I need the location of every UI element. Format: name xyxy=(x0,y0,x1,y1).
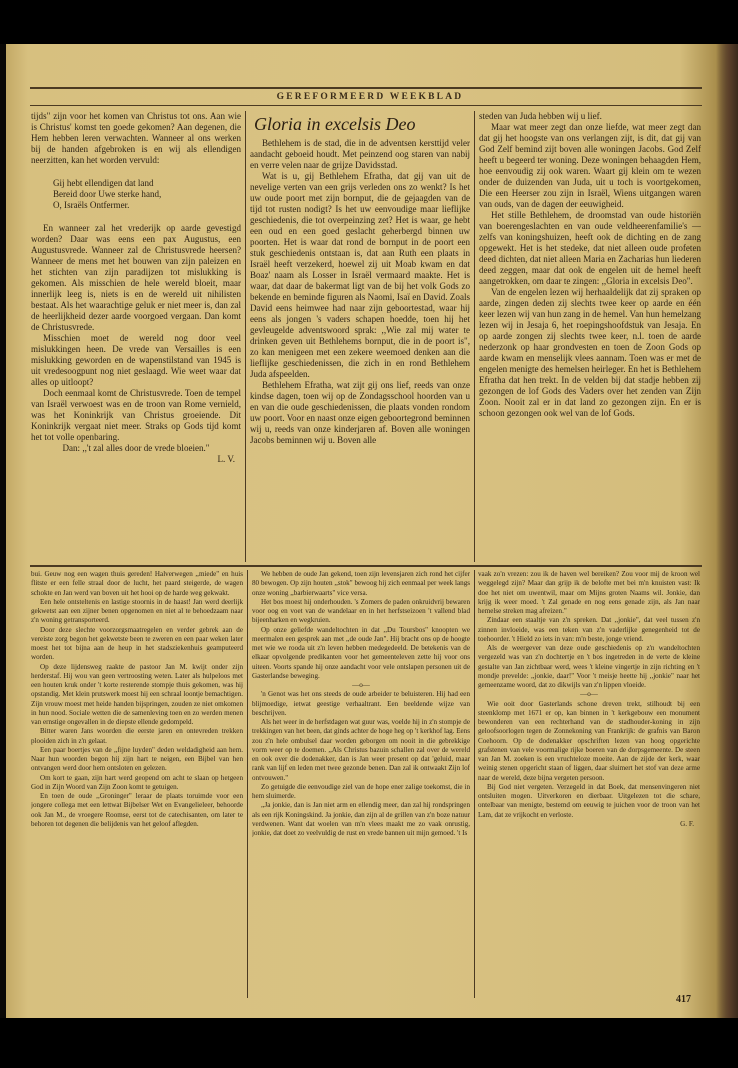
paragraph: tijds" zijn voor het komen van Christus tot ons. Aan wie is Christus' komst ten goede gekomen? Aan degenen, die Hem hebben leren verwachten. Wanneer al ons werken bij de handen afgebroken is en wij als ellendigen neerzitten, kan het worden vervuld: xyxy=(31,111,241,165)
paragraph: Bitter waren Jans woorden die eerste jaren en ontevreden trekken plooiden zich in z'n gelaat. xyxy=(31,727,243,745)
paragraph: Dan: ,,'t zal alles door de vrede bloeien." xyxy=(62,443,210,453)
page-number: 417 xyxy=(676,994,691,1005)
paragraph: Bethlehem is de stad, die in de adventsen kersttijd veler aandacht geboeid houdt. Met peinzend oog staren van nabij en verre velen naar de grijze Davidsstad. xyxy=(250,138,470,170)
author-initials: G. F. xyxy=(680,819,694,828)
section-divider xyxy=(30,565,702,567)
author-initials: L. V. xyxy=(217,454,235,464)
column-divider xyxy=(245,111,246,562)
column-1-top xyxy=(31,111,241,561)
paragraph: Het stille Bethlehem, de droomstad van oude historiën van boerengeslachten en van oude veldheerenfamilie's — zelfs van koningshuizen, heeft ook de dichting en de zang opgewekt. Het is het stedeke, dat niet alleen oude profeten deed dichten, dat niet alleen Maria en Zacharias hun liederen deed zeggen, maar dat ook de engelen uit de hemel heeft aangetrokken, om daar te zingen: ,,Gloria in excelsis Deo". xyxy=(479,210,701,286)
paragraph: Als de weergever van deze oude geschiedenis op z'n wandeltochten vergezeld was van z'n dochtertje en 't bos ingetreden in de verte de kleine gestalte van Jan zichtbaar werd, wees 't kleine vingertje in zijn richting en 't mondje prevelde: ,,jonkie, daar!" Voor 't meisje heette hij ,,jonkie" naar het gemeenzame woord, dat zo dikwijls van z'n lippen vloeide. xyxy=(478,644,700,689)
paragraph: steden van Juda hebben wij u lief. xyxy=(479,111,602,121)
verse-line: O, Israëls Ontfermer. xyxy=(53,200,130,210)
paragraph: Om kort te gaan, zijn hart werd geopend om acht te slaan op hetgeen God in Zijn Woord van Zijn Zoon komt te getuigen. xyxy=(31,773,243,791)
paragraph: Een hele ontsteltenis en lastige stoornis in de haast! Jan werd deerlijk gekwetst aan een zijner benen opgenomen en niet al te behoedzaam naar z'n woning getransporteerd. xyxy=(31,597,243,625)
verse-line: Gij hebt ellendigen dat land xyxy=(53,178,154,188)
column-1-bottom xyxy=(31,570,243,998)
paragraph: Op deze lijdensweg raakte de pastoor Jan M. kwijt onder zijn herderstaf. Hij wou van geen vertroosting weten. Later als hulpeloos met een houten kruk onder 't korte resterende stompje thuis gekomen, was hij opstandig. Met klein prutswerk moest hij een schraal loontje bemachtigen. Zijn vrouw moest met heide handen bijspringen, zouden ze niet omkomen in hun nood. Sociale wetten die de samenleving toen en zo werden menen van ernstige ongevallen in de diepste ellende gedompeld. xyxy=(31,662,243,726)
paragraph: Op onze geliefde wandeltochten in dat ,,Du Toursbos" knoopten we meermalen een gesprek aan met ,,de oude Jan". Hij bracht ons op de hoogte met wie we rooda uit z'n leven hebben medegedeeld. De betekenis van de elkaar opvolgende predikanten voor het gemeenteleven zette hij voor ons uiteen. Voorts spande hij onze aandacht voor vele ontslapen personen uit de Gasterlandse beweging. xyxy=(252,625,470,680)
paragraph: 'n Genot was het ons steeds de oude arbeider te beluisteren. Hij had een blijmoedige, ietwat geestige verhaaltrant. Een beeldende wijze van beschrijven. xyxy=(252,690,470,717)
paragraph: Het bos moest hij onderhouden. 's Zomers de paden onkruidvrij bewaren voor oog en voet van de wandelaar en in het herfstseizoen 't vallend blad bijeenharken en wegkruien. xyxy=(252,597,470,625)
column-3-bottom xyxy=(478,570,700,988)
bottom-black-border xyxy=(0,1018,738,1068)
header-rule-bottom xyxy=(30,105,702,106)
top-black-border xyxy=(0,0,738,44)
paragraph: Wie ooit door Gasterlands schone dreven trekt, stilhoudt bij een steenklomp met 1671 er op, kan binnen in 't kerkgebouw een monument bewonderen van een rechterhand van de stadhouder-koning in zijn geloofsoorlogen tegen de Zonnekoning van Frankrijk: de grafnis van Baron Coehoorn. Op de dodenakker opschriften lezen van hoog opgerichte grafstenen van vele voormalige rijke boeren van de dorpsgemeente. De steen van Jan M. zoeken is een vruchteloze moeite. Aan de zijde der kerk, waar weinig stenen opgericht staan of liggen, daar sluimert het stof van deze arme naar de wereld, deze bijna vergeten persoon. xyxy=(478,699,700,782)
paragraph: Maar wat meer zegt dan onze liefde, wat meer zegt dan dat gij het hoogste van ons verlangen zijt, is dit, dat gij van God Zelf bemind zijt boven alle woningen Jacobs. God Zelf heeft u begeerd ter woning. Deze woningen behaagden Hem, hoe eenvoudig zij ook waren. Waart gij klein om te wezen onder de duizenden van Juda, uit u toch is voortgekomen, Die een Heerser zou zijn in Israël, Wiens uitgangen waren van ouds, van de dagen der eeuwigheid. xyxy=(479,122,701,209)
column-3-top xyxy=(479,111,701,562)
separator: —o— xyxy=(352,681,370,689)
paragraph: Als het weer in de herfstdagen wat guur was, voelde hij in z'n stompje de trekkingen van het been, dat ginds achter de hoge heg op 't kerkhof lag. Eens zou z'n hele ombulsel daar worden geborgen om nooit in die gebrekkige vorm weer op te doemen. ,,Als Christus bazuin schallen zal over de wereld en ook over die dodenakker, dan is Jan weer present op dat 'geluid, maar rank van lijf en leden met twee gezonde benen. Dan zal ik ontwaakt Zijn lof ontvouwen." xyxy=(252,718,470,782)
paragraph: bui. Geuw nog een wagen thuis gereden! Halverwegen ,,miede" en huis flitste er een felle straal door de lucht, het paard steigerde, de wagen schokte en Jan werd van boven uit het hooi op de harde weg gekwakt. xyxy=(31,570,243,597)
running-header: GEREFORMEERD WEEKBLAD xyxy=(276,92,464,102)
paragraph: We hebben de oude Jan gekend, toen zijn levensjaren zich rond het cijfer 80 bewogen. Op zijn houten ,,stok" bewoog hij zich eenmaal per week langs onze woning ,,barbierwaarts" vice versa. xyxy=(252,570,470,597)
column-divider xyxy=(247,570,248,998)
paragraph: Bethlehem Efratha, wat zijt gij ons lief, reeds van onze kindse dagen, toen wij op de Zondagsschool hoorden van u en van die oude geschiedenissen, die plaats vonden rondom uw poort. Voor en naast onze eigen geboortegrond beminnen wij u, reeds van onze kinderjaren af. Boven alle woningen Jacobs beminnen wij u. Boven alle xyxy=(250,380,470,445)
column-2-bottom xyxy=(252,570,470,998)
paragraph: Van de engelen lezen wij herhaaldelijk dat zij spraken op aarde, zingen deden zij slechts twee keer op aarde en één keer lezen wij van hun zang in de hemel. Van hun hemelzang lezen wij in Jesaja 6, het roepingshoofdstuk van Jesaja. En op aarde zongen zij slechts twee keer, n.l. toen de aarde nederzonk op haar grondvesten en toen de Zoon Gods op aarde kwam en menselijk vlees aannam. Toen was er met de engelen menigte des hemelsen heirleger. En het is Bethlehem Efratha dat hen trekt. In de velden bij dat stadje hebben zij gezongen de lof Gods des Vaders over het zenden van Zijn Zoon. Nooit zal er in dat land zo gezongen zijn. En er is schoon gezongen ook wel van de lof Gods. xyxy=(479,287,701,418)
column-divider xyxy=(474,111,475,562)
page-edge-shadow xyxy=(716,44,738,1018)
paragraph: Door deze slechte voorzorgsmaatregelen en verder gebrek aan de vereiste zorg begon het gekwetste been te zweren en een paar weken later moest het tot bijna aan de heup in het stadsziekenhuis geamputeerd worden. xyxy=(31,625,243,662)
paragraph: Een paar boertjes van de ,,fijne luyden" deden weldadigheid aan hem. Naar hun woorden begon hij zijn hart te neigen, een Bijbel van hen ontvangen werd door hem ontsloten en gelezen. xyxy=(31,745,243,773)
paragraph: Misschien moet de wereld nog door veel mislukkingen heen. De vrede van Versailles is een mislukking geworden en de wapenstilstand van 1945 is uit vredesoogpunt nog niet geslaagd. Wie weet waar dat alles op uitloopt? xyxy=(31,333,241,387)
paragraph: Bij God niet vergeten. Verzegeld in dat Boek, dat mensenvingeren niet ontsluiten mogen. Uitverkoren en dierbaar. Uitgelezen tot die schare, ontelbaar van menigte, bestemd om eeuwig te juichen voor de troon van het Lam, dat ze vrijkocht en verloste. xyxy=(478,782,700,819)
paragraph: Zindaar een staaltje van z'n spreken. Dat ,,jonkie", dat veel tussen z'n zinnen invloeide, was een teken van z'n vaderlijke genegenheid tot de toehoorder. 't Hield zo iets in van: m'n beste, jonge vriend. xyxy=(478,616,700,643)
paragraph: En wanneer zal het vrederijk op aarde gevestigd worden? Daar was eens een pax Augustus, een Augustusvrede. Wanneer zal de Christusvrede heersen? Wanneer de mens met het bouwen van zijn paleizen en het stichten van zijn paradijzen tot mislukking is gekomen. Als misschien de hele wereld bloeit, maar innerlijk leeg is, niets is en de wereld uit nihilisten bestaat. Als het waarachtige geluk er niet meer is, dan zal de heerlijkheid dezer aarde voorgoed vergaan. Dan komt de Christusvrede. xyxy=(31,223,241,332)
verse-line: Bereid door Uwe sterke hand, xyxy=(53,189,162,199)
paragraph: Doch eenmaal komt de Christusvrede. Toen de tempel van Israël verwoest was en de troon van Rome vernield, was het Koninkrijk van Christus groeiende. Dit Koninkrijk vergaat niet meer. Straks op Gods tijd komt het tot volle openbaring. xyxy=(31,388,241,442)
paragraph: Wat is u, gij Bethlehem Efratha, dat gij van uit de nevelige verten van een grijs verleden ons zo wenkt? Is het uw oude poort met zijn bornput, die de gejaagden van de tijd tot rusten nodigt? Is het uw eenvoudige maar lieflijke geschiedenis, die tot overpeinzing zet? Het is waar, ge hebt een oud en een goed geslacht geherbergd binnen uw poorten. Het is waar dat rond de bornput in de poort een stuk geschiedenis ontstaan is, dat aan Ruth een plaats in Israël heeft verzekerd, hoewel zij uit Moab kwam en dat Boaz' naam als Losser in Israël vermaard maakte. Het is waar, dat daar de bakermat ligt van de bij het volk Gods zo bekende en beminde figuren als Naomi, Isaï en David. Zoals David eens heimwee had naar zijn geboortestad, waar hij eens als jongen 's vaders schapen hoedde, toen hij het gevleugelde adventswoord sprak: ,,Wie zal mij water te drinken geven uit Bethlehems bornput, die in de poort is", zo kan menigeen met een zekere weemoed denken aan die lieflijke geschiedenissen, die zich in en rond Bethlehem Juda afspeelden. xyxy=(250,171,470,379)
separator: —o— xyxy=(580,690,598,699)
column-2-top xyxy=(250,138,470,562)
column-divider xyxy=(474,570,475,998)
paragraph: Zo getuigde die eenvoudige ziel van de hope ener zalige toekomst, die in hem sluimerde. xyxy=(252,782,470,800)
paragraph: vaak zo'n vrezen: zou ik de haven wel bereiken? Zou voor mij de kroon wel weggelegd zijn? Maar dan grijp ik de belofte met bei m'n knuisten vast: Ik doe het niet om uwentwil, maar om Mijns groten Naams wil. Jonkie, dan krijg ik weer moed. 't Zal genade en nog eens genade zijn, als Jan naar hemelse streken mag afreizen." xyxy=(478,570,700,615)
article-title: Gloria in excelsis Deo xyxy=(254,114,416,134)
paragraph: ,,Ja jonkie, dan is Jan niet arm en ellendig meer, dan zal hij rondspringen als een rijk Koningskind. Ja jonkie, dan zijn al de grillen van z'n boze natuur verdwenen. Want dat woelen van m'n vlees maakt me zo vaak onrustig, jonkie, dat doet zo veelvuldig de rust en vrede bannen uit mijn gemoed. 't Is xyxy=(252,801,470,837)
verse xyxy=(53,178,241,211)
header-rule-top xyxy=(30,87,702,89)
paragraph: En toen de oude ,,Groninger" leraar de plaats toruimde voor een jongere collega met een lettwat Bijbelser Wet en Evangelieleer, behoorde ook Jan M., de vroegere Roomse, eerst tot de catechisanten, om later te behoren tot degenen die belijdenis van het geloof aflegden. xyxy=(31,792,243,828)
